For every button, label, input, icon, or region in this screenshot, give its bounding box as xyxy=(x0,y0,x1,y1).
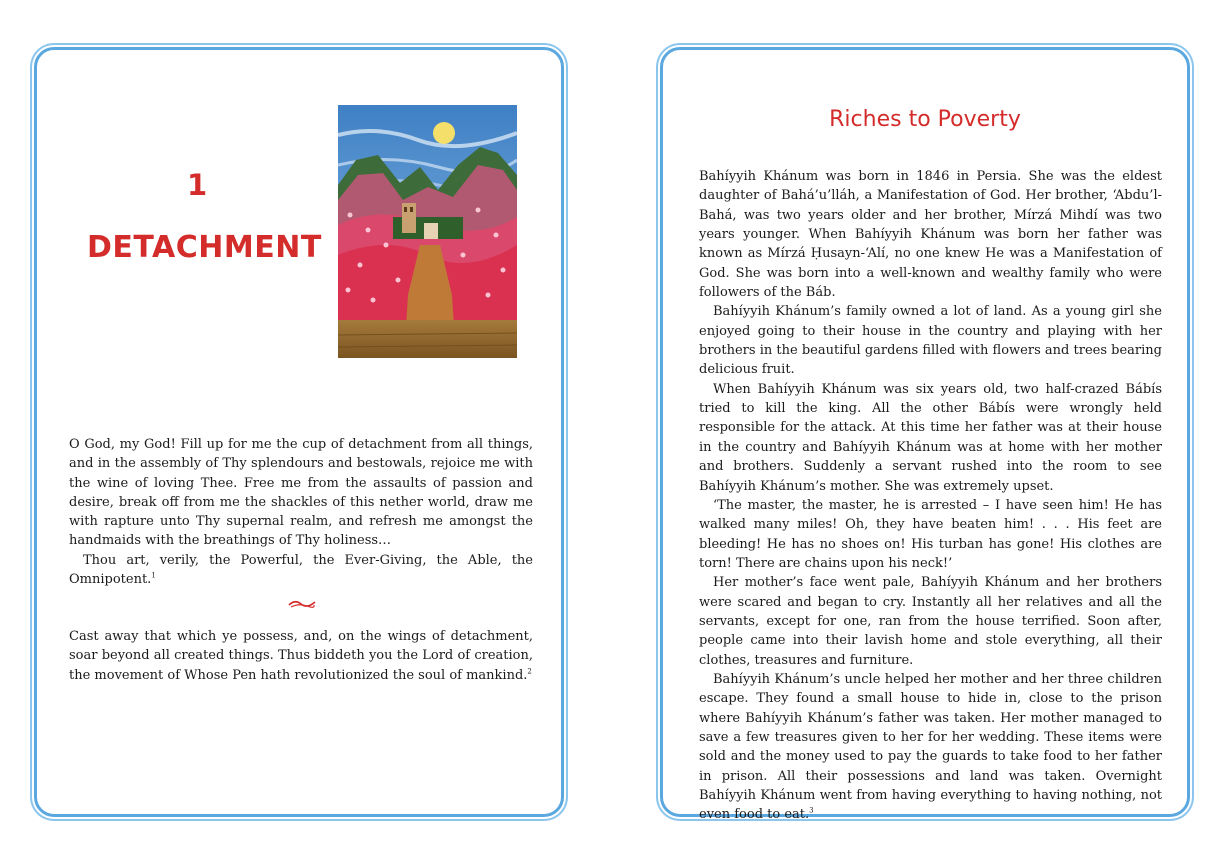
prayer-closing: Thou art, verily, the Powerful, the Ever-Giving, the Able, the Omnipotent.$^1$ xyxy=(69,552,533,588)
footnote-marker: 3 xyxy=(809,807,814,816)
footnote-marker: 2 xyxy=(527,667,532,676)
chapter-title: DETACHMENT xyxy=(87,230,322,265)
story-paragraph-last: Bahíyyih Khánum’s uncle helped her mother and her three children escape. They found a small house to hide in, close to the prison where Bahíyyih Khánum’s father was taken. Her mother managed to save a few treasures given to her for her wedding. These items were sold and the money used to pay the guards to take food to her father in prison. All their possessions and land was taken. Overnight Bahíyyih Khánum went from having everything to having nothing, not even food to eat.$^3$ xyxy=(699,671,1162,823)
section-title: Riches to Poverty xyxy=(829,107,1021,132)
chapter-number: 1 xyxy=(187,168,208,202)
story-paragraph: Bahíyyih Khánum was born in 1846 in Persia. She was the eldest daughter of Bahá’u’lláh, a Manifestation of God. Her brother, ‘Abdu’l-Bahá, was two years older and her brother, Mírzá Mihdí was two years younger. When Bahíyyih Khánum was born her father was known as Mírzá Ḥusayn-‘Alí, no one knew He was a Manifestation of God. She was born into a well-known and wealthy family who were followers of the Báb. xyxy=(699,169,1162,301)
story-paragraph: Bahíyyih Khánum’s family owned a lot of land. As a young girl she enjoyed going to their house in the country and playing with her brothers in the beautiful gardens filled with flowers and trees bearing delicious fruit. xyxy=(699,304,1162,378)
ornament-divider xyxy=(287,594,317,613)
quote-detachment xyxy=(69,627,533,685)
right-page xyxy=(660,47,1190,823)
prayer-detachment xyxy=(69,435,533,589)
left-page xyxy=(34,47,564,817)
footnote-marker: 1 xyxy=(151,571,156,580)
prayer-text: O God, my God! Fill up for me the cup of detachment from all things, and in the assembly of Thy splendours and bestowals, rejoice me with the wine of loving Thee. Free me from the assaults of passion and desire, break off from me the shackles of this nether world, draw me with rapture unto Thy supernal realm, and refresh me amongst the handmaids with the breathings of Thy holiness… xyxy=(69,437,533,549)
quote-text: Cast away that which ye possess, and, on the wings of detachment, soar beyond all created things. Thus biddeth you the Lord of creation, the movement of Whose Pen hath revolutionized the soul of mankind.$^2$ xyxy=(69,629,533,683)
story-text xyxy=(699,167,1162,825)
story-paragraph: Her mother’s face went pale, Bahíyyih Khánum and her brothers were scared and began to cry. Instantly all her relatives and all the servants, except for one, ran from the house terrified. Soon after, people came into their lavish home and stole everything, all their clothes, treasures and furniture. xyxy=(699,575,1162,668)
story-paragraph: ‘The master, the master, he is arrested – I have seen him! He has walked many miles! Oh, they have beaten him! . . . His feet are bleeding! He has no shoes on! His turban has gone! His clothes are torn! There are chains upon his neck!’ xyxy=(699,497,1162,571)
chapter-painting xyxy=(338,105,517,358)
story-paragraph: When Bahíyyih Khánum was six years old, two half-crazed Bábís tried to kill the king. All the other Bábís were wrongly held responsible for the attack. At this time her father was at their house in the country and Bahíyyih Khánum was at home with her mother and brothers. Suddenly a servant rushed into the room to see Bahíyyih Khánum’s mother. She was extremely upset. xyxy=(699,381,1162,494)
